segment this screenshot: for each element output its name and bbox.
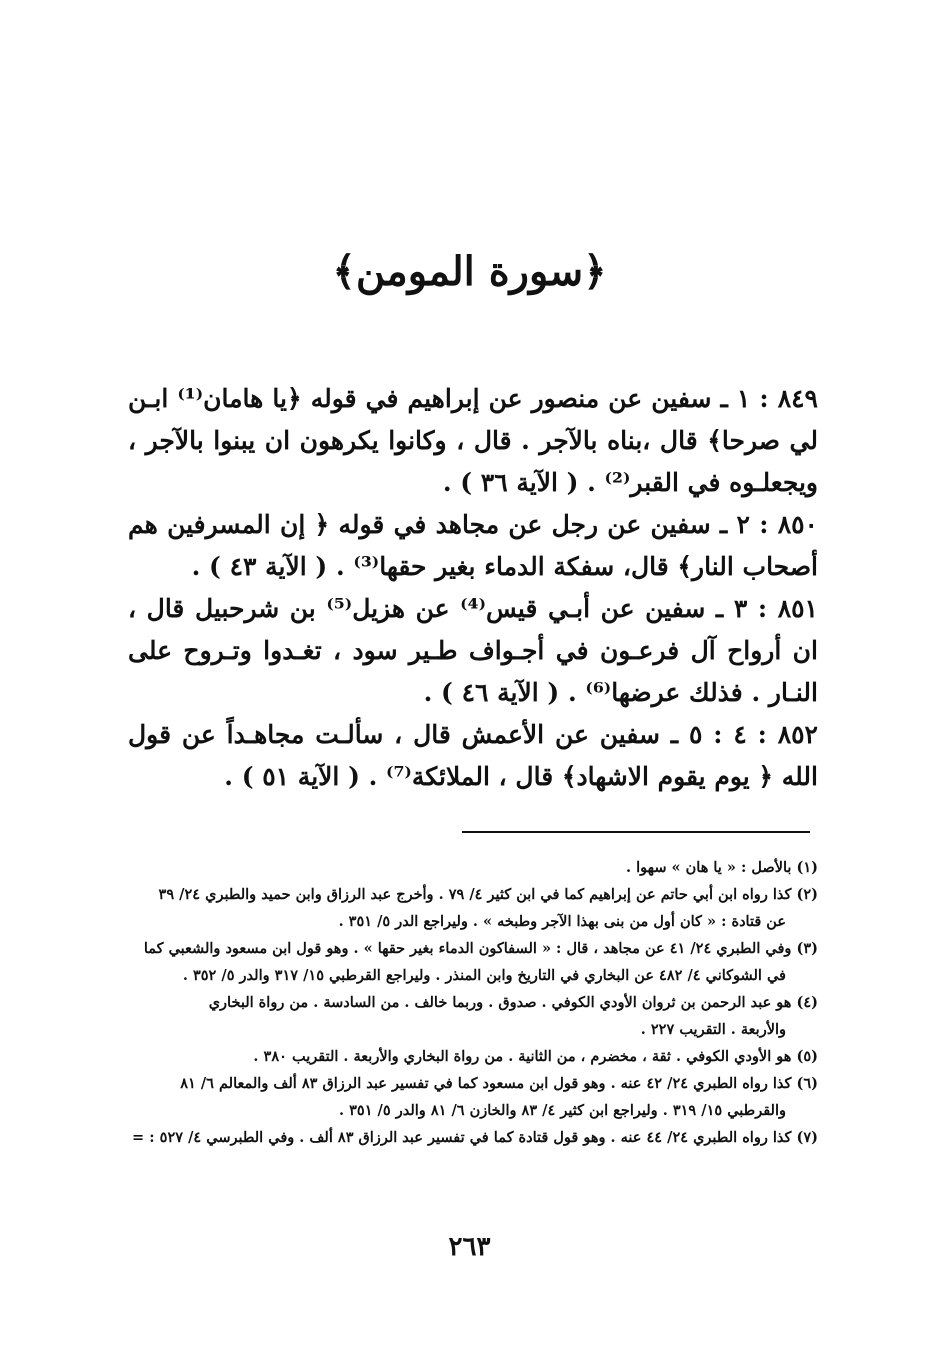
narration-852: ٨٥٢ : ٤ : ٥ ـ سفين عن الأعمش قال ، سألـت مجاهـداً عن قول الله ﴿ يوم يقوم الاشهاد﴾ قال ، الملائكة⁽⁷⁾ . ( الآية ٥١ ) .	[128, 720, 818, 791]
narration-851: ٨٥١ : ٣ ـ سفين عن أبـي قيس⁽⁴⁾ عن هزيل⁽⁵⁾ بن شرحبيل قال ، ان أرواح آل فرعـون في أجـواف طـير سود ، تغـدوا وتـروح على النـار . فذلك عرضها⁽⁶⁾ . ( الآية ٤٦ ) .	[128, 594, 818, 707]
footnote-divider	[462, 831, 810, 833]
footnote-5: (٥) هو الأودي الكوفي . ثقة ، مخضرم ، من الثانية . من رواة البخاري والأربعة . التقريب ٣٨٠ .	[253, 1048, 818, 1065]
footnote-4: (٤) هو عبد الرحمن بن ثروان الأودي الكوفي . صدوق . وربما خالف . من السادسة . من رواة البخاري	[208, 994, 818, 1011]
footnote-6: (٦) كذا رواه الطبري ٢٤/ ٤٢ عنه . وهو قول ابن مسعود كما في تفسير عبد الرزاق ٨٣ ألف والمعالم ٦/ ٨١	[180, 1075, 818, 1092]
footnote-3-continuation: في الشوكاني ٤/ ٤٨٢ عن البخاري في التاريخ وابن المنذر . وليراجع القرطبي ١٥/ ٣١٧ والدر ٥/ ٣٥٢ .	[182, 967, 786, 984]
narrations-body	[128, 378, 818, 798]
page-number: ٢٦٣	[448, 1232, 491, 1262]
narration-849: ٨٤٩ : ١ ـ سفين عن منصور عن إبراهيم في قوله ﴿يا هامان⁽¹⁾ ابـن لي صرحا﴾ قال ،بناه بالآجر . قال ، وكانوا يكرهون ان يبنوا بالآجر ، ويجعلـوه في القبر⁽²⁾ . ( الآية ٣٦ ) .	[128, 384, 818, 497]
footnote-2: (٢) كذا رواه ابن أبي حاتم عن إبراهيم كما في ابن كثير ٤/ ٧٩ . وأخرج عبد الرزاق وابن حميد والطبري ٢٤/ ٣٩	[158, 886, 818, 903]
footnote-6-continuation: والقرطبي ١٥/ ٣١٩ . وليراجع ابن كثير ٤/ ٨٣ والخازن ٦/ ٨١ والدر ٥/ ٣٥١ .	[339, 1102, 786, 1119]
footnote-2-continuation: عن قتادة : « كان أول من بنى بهذا الآجر وطبخه » . وليراجع الدر ٥/ ٣٥١ .	[338, 913, 786, 930]
footnote-7: (٧) كذا رواه الطبري ٢٤/ ٤٤ عنه . وهو قول قتادة كما في تفسير عبد الرزاق ٨٣ ألف . وفي الطبرسي ٤/ ٥٢٧ : =	[132, 1129, 818, 1146]
footnote-1: (١) بالأصل : « يا هان » سهوا .	[626, 859, 818, 876]
footnote-4-continuation: والأربعة . التقريب ٢٢٧ .	[640, 1021, 786, 1038]
surah-title: ﴿سورة المومن﴾	[332, 248, 607, 295]
narration-850: ٨٥٠ : ٢ ـ سفين عن رجل عن مجاهد في قوله ﴿ إن المسرفين هم أصحاب النار﴾ قال، سفكة الدماء بغير حقها⁽³⁾ . ( الآية ٤٣ ) .	[128, 510, 818, 581]
footnotes	[122, 854, 818, 1151]
footnote-3: (٣) وفي الطبري ٢٤/ ٤١ عن مجاهد ، قال : « السفاكون الدماء بغير حقها » . وهو قول ابن مسعود والشعبي كما	[143, 940, 818, 957]
